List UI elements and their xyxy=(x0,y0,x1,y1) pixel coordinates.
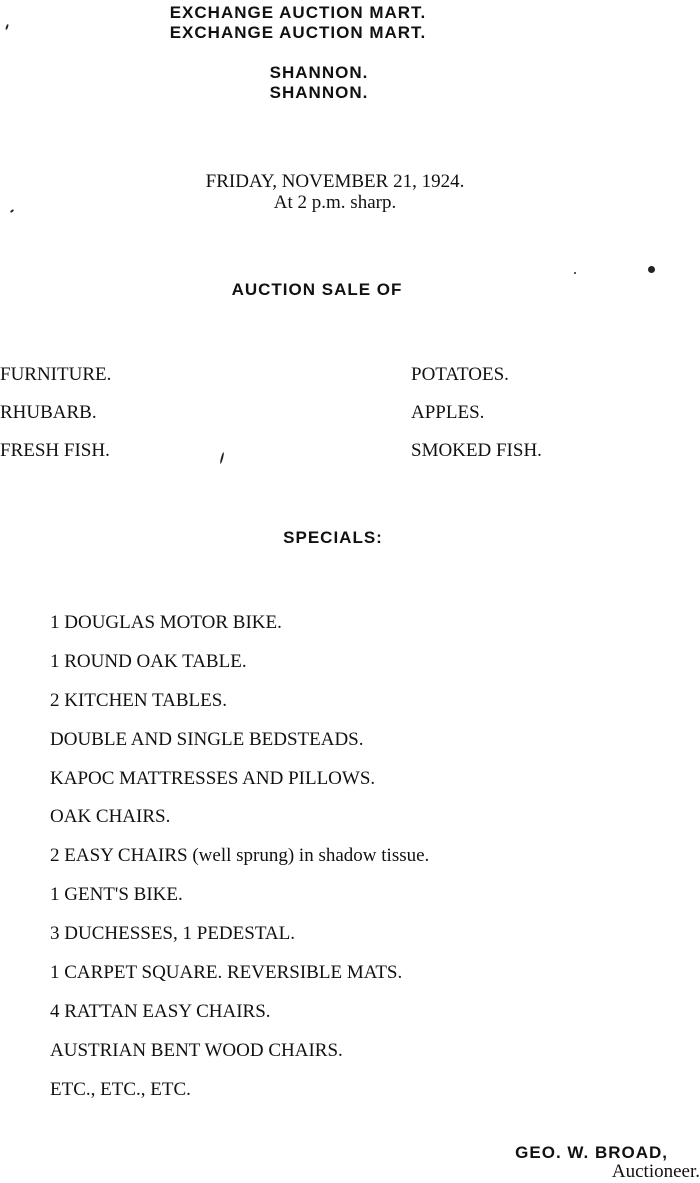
list-item: 1 CARPET SQUARE. REVERSIBLE MATS. xyxy=(50,962,403,984)
goods-right-2: APPLES. xyxy=(411,402,485,423)
list-item: 3 DUCHESSES, 1 PEDESTAL. xyxy=(50,923,295,945)
specials-heading: SPECIALS: xyxy=(283,528,383,547)
list-item: OAK CHAIRS. xyxy=(50,806,171,828)
list-item: 4 RATTAN EASY CHAIRS. xyxy=(50,1000,271,1022)
auctioneer-name: GEO. W. BROAD, xyxy=(515,1143,668,1162)
mart-title-line-1: EXCHANGE AUCTION MART. xyxy=(169,3,427,22)
list-item: AUSTRIAN BENT WOOD CHAIRS. xyxy=(50,1039,343,1061)
auctioneer-title: Auctioneer. xyxy=(611,1161,700,1182)
ink-speck xyxy=(648,266,655,273)
goods-left-2: RHUBARB. xyxy=(0,402,97,423)
list-item: 1 GENT'S BIKE. xyxy=(50,884,183,906)
sale-date: FRIDAY, NOVEMBER 21, 1924. xyxy=(205,171,465,192)
sale-heading: AUCTION SALE OF xyxy=(231,280,403,299)
goods-left-1: FURNITURE. xyxy=(0,364,112,385)
mart-title-line-2: EXCHANGE AUCTION MART. xyxy=(169,23,427,42)
list-item: KAPOC MATTRESSES AND PILLOWS. xyxy=(50,767,376,789)
ink-speck xyxy=(219,452,224,464)
town-line-1: SHANNON. xyxy=(269,63,369,82)
list-item: 2 KITCHEN TABLES. xyxy=(50,689,228,711)
ink-speck xyxy=(574,272,576,274)
list-item: DOUBLE AND SINGLE BEDSTEADS. xyxy=(50,728,364,750)
goods-right-1: POTATOES. xyxy=(411,364,509,385)
goods-left-3: FRESH FISH. xyxy=(0,440,110,461)
list-item: ETC., ETC., ETC. xyxy=(50,1078,191,1100)
list-item: 1 DOUGLAS MOTOR BIKE. xyxy=(50,612,282,633)
town-line-2: SHANNON. xyxy=(269,83,369,102)
list-item: 1 ROUND OAK TABLE. xyxy=(50,650,247,672)
specials-list xyxy=(50,612,429,1118)
list-item: 2 EASY CHAIRS (well sprung) in shadow tissue. xyxy=(50,845,430,867)
goods-right-3: SMOKED FISH. xyxy=(411,440,542,461)
sale-time: At 2 p.m. sharp. xyxy=(273,192,397,213)
